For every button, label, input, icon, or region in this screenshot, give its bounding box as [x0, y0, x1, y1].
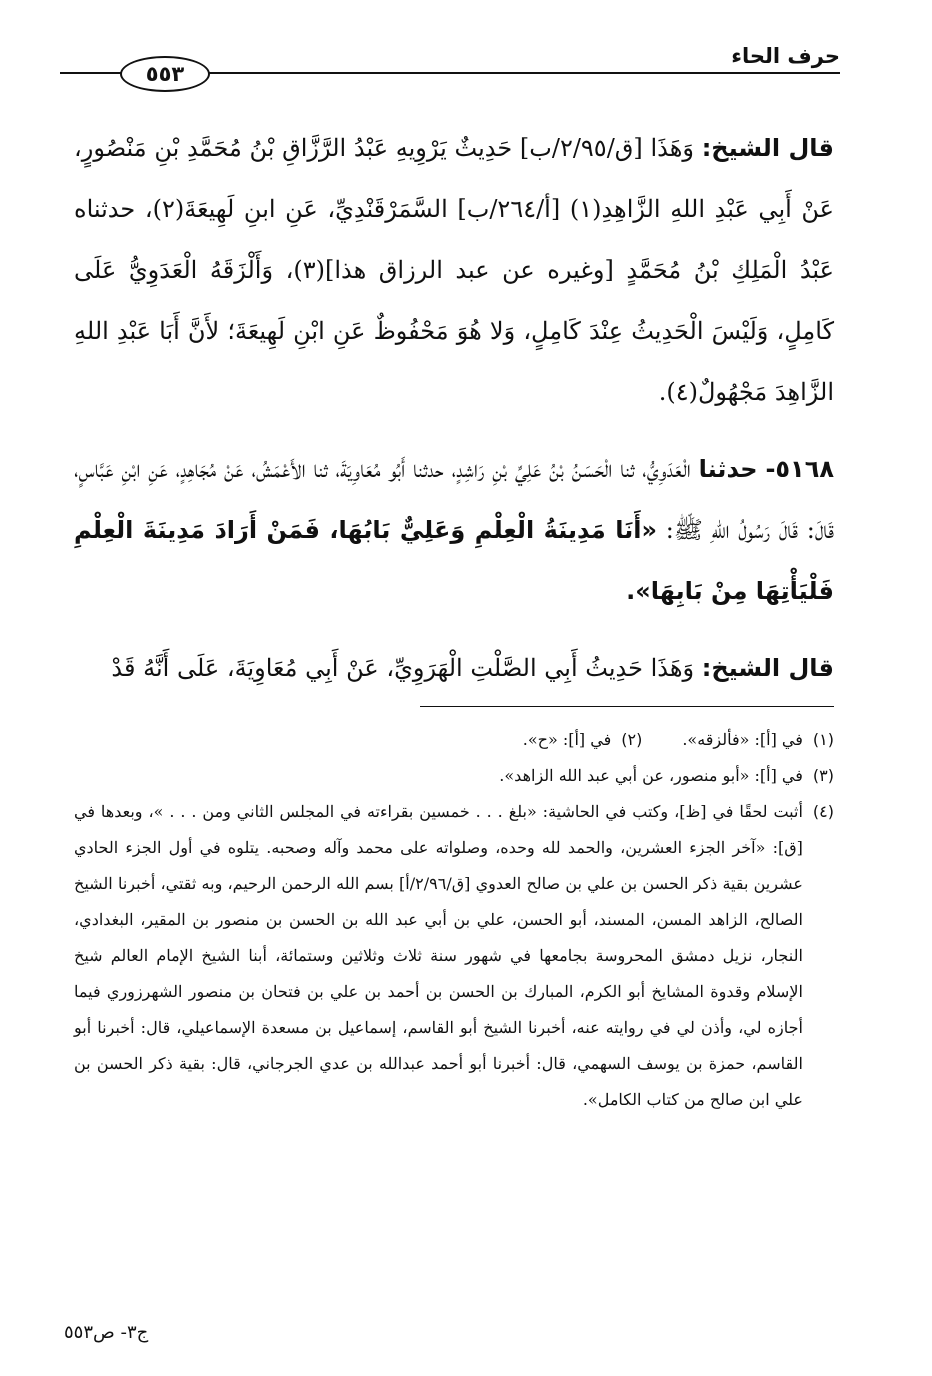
hadith-text: «أَنَا مَدِينَةُ الْعِلْمِ وَعَلِيٌّ بَابُهَا، فَمَنْ أَرَادَ مَدِينَةَ الْعِلْمِ فَلْيَأْتِهَا مِنْ بَابِهَا».	[74, 516, 834, 605]
paragraph-text: وَهَذَا [ق/٢/٩٥/ب] حَدِيثٌ يَرْوِيهِ عَبْدُ الرَّزَّاقِ بْنُ مُحَمَّدِ بْنِ مَنْصُورٍ، عَنْ أَبِي عَبْدِ اللهِ الزَّاهِدِ(١) [أ/٢٦٤/ب] السَّمَرْقَنْدِيِّ، عَنِ ابنِ لَهِيعَةَ(٢)، حدثناه عَبْدُ الْمَلِكِ بْنُ مُحَمَّدٍ [وغيره عن عبد الرزاق هذا](٣)، وَأَلْزَقَهُ الْعَدَوِيُّ عَلَى كَامِلٍ، وَلَيْسَ الْحَدِيثُ عِنْدَ كَامِلٍ، وَلا هُوَ مَحْفُوظٌ عَنِ ابْنِ لَهِيعَةَ؛ لأَنَّ أَبَا عَبْدِ اللهِ الزَّاهِدَ مَجْهُولٌ(٤).	[74, 134, 835, 406]
chapter-title: حرف الحاء	[731, 44, 840, 68]
hadith-number: ٥١٦٨-	[765, 455, 834, 483]
footnote-number: (١)	[812, 730, 834, 749]
paragraph-text: وَهَذَا حَدِيثُ أَبِي الصَّلْتِ الْهَرَوِيِّ، عَنْ أَبِي مُعَاوِيَةَ، عَلَى أَنَّهُ قَدْ	[111, 654, 695, 682]
footnote-number: (٤)	[812, 802, 834, 821]
paragraph-hadith-5168	[74, 439, 834, 622]
footnote-4	[74, 794, 834, 1118]
main-text	[74, 118, 834, 715]
page-header	[60, 40, 840, 100]
footnote-text: في [أ]: «فألزقه».	[682, 730, 803, 749]
footnote-number: (٢)	[621, 730, 643, 749]
paragraph-text: الْعَدَوِيُّ، ثنا الْحَسَنُ بْنُ عَلِيِّ بْنِ رَاشِدٍ، حدثنا أَبُو مُعَاوِيَةَ، ثنا الأَعْمَشُ، عَنْ مُجَاهِدٍ، عَنِ ابْنِ عَبَّاسٍ، قَالَ: قَالَ رَسُولُ اللهِ ﷺ:	[74, 455, 834, 544]
footer-volume-page: ج٣- ص٥٥٣	[64, 1322, 149, 1343]
footnote-number: (٣)	[812, 766, 834, 785]
footnote-3	[74, 758, 834, 794]
footnote-1	[682, 722, 834, 758]
page-number: ٥٥٣	[120, 56, 210, 92]
chain-start: حدثنا	[698, 455, 758, 483]
footnote-text: في [أ]: «أبو منصور، عن أبي عبد الله الزاهد».	[499, 766, 803, 785]
footnote-text: في [أ]: «ح».	[522, 730, 612, 749]
paragraph-sheikh-comment-2	[74, 638, 834, 699]
paragraph-sheikh-comment-1	[74, 118, 834, 423]
footnote-separator	[420, 706, 834, 707]
sheikh-label: قال الشيخ:	[701, 134, 835, 162]
footnote-text: أثبت لحقًا في [ظ]، وكتب في الحاشية: «بلغ . . . خمسين بقراءته في المجلس الثاني ومن . . . »، وبعدها في [ق]: «آخر الجزء العشرين، والحمد لله وحده، وصلواته على محمد وآله وصحبه. يتلوه في أول الجزء الحادي عشرين بقية ذكر الحسن بن علي بن صالح العدوي [ق/٢/٩٦/أ] بسم الله الرحمن الرحيم، وبه ثقتي، أخبرنا الشيخ الصالح، الزاهد المسن، المسند، أبو الحسن، علي بن أبي عبد الله بن الحسن بن منصور بن المقير، البغدادي، النجار، نزيل دمشق المحروسة بجامعها في شهور سنة ثلاث وثلاثين وستمائة، أبنا الشيخ الإمام العالم شيخ الإسلام وقدوة المشايخ أبو الكرم، المبارك بن الحسن بن أحمد بن علي بن فتحان بن منصور الشهرزوري فيما أجازه لي، وأذن لي في روايته عنه، أخبرنا الشيخ أبو القاسم، إسماعيل بن مسعدة الإسماعيلي، قال: أخبرنا أبو القاسم، حمزة بن يوسف السهمي، قال: أخبرنا أبو أحمد عبدالله بن عدي الجرجاني، قال: بقية ذكر الحسن بن علي ابن صالح من كتاب الكامل».	[74, 802, 803, 1109]
footnote-row	[74, 722, 834, 758]
footnotes	[74, 722, 834, 1118]
sheikh-label: قال الشيخ:	[701, 654, 834, 682]
footnote-2	[523, 722, 643, 758]
